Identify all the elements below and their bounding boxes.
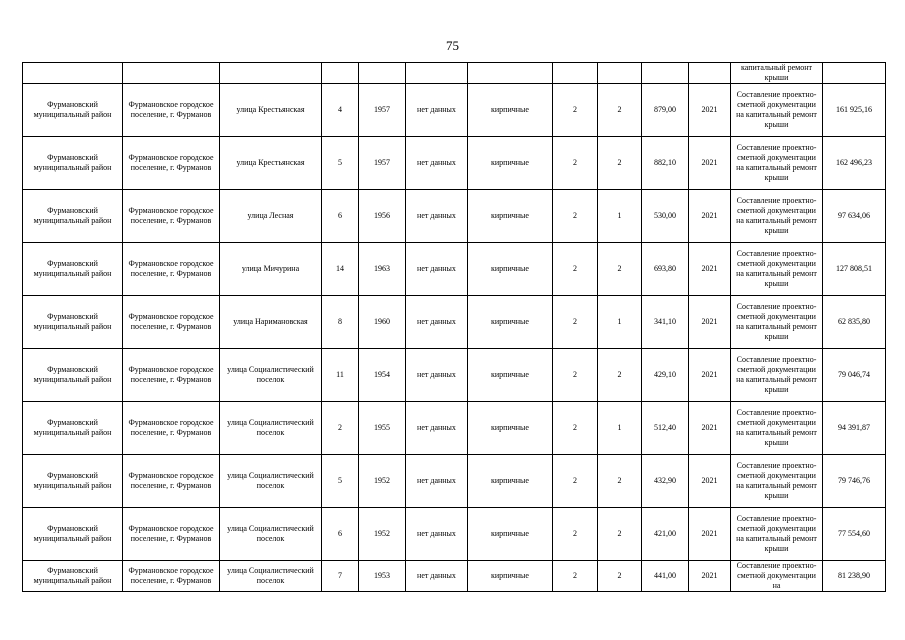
cell-year: 1953 <box>359 561 406 592</box>
cell-district: Фурмановский муниципальный район <box>23 243 123 296</box>
cell-plan-year: 2021 <box>689 349 731 402</box>
cell-material: кирпичные <box>468 84 553 137</box>
cell-street: улица Социалистический поселок <box>220 455 322 508</box>
cell-area: 421,00 <box>642 508 689 561</box>
cell-cost: 162 496,23 <box>823 137 886 190</box>
cell-material: кирпичные <box>468 402 553 455</box>
cell-year <box>359 63 406 84</box>
table-body <box>23 63 886 592</box>
cell-work: Составление проектно-сметной документации на капитальный ремонт крыши <box>731 508 823 561</box>
cell-settlement: Фурмановское городское поселение, г. Фурманов <box>123 137 220 190</box>
cell-material: кирпичные <box>468 296 553 349</box>
cell-street: улица Социалистический поселок <box>220 561 322 592</box>
cell-cost: 127 808,51 <box>823 243 886 296</box>
cell-street: улица Крестьянская <box>220 84 322 137</box>
cell-data: нет данных <box>406 190 468 243</box>
cell-street: улица Лесная <box>220 190 322 243</box>
cell-plan-year: 2021 <box>689 243 731 296</box>
cell-floors: 2 <box>553 190 598 243</box>
cell-cost: 62 835,80 <box>823 296 886 349</box>
cell-house: 14 <box>322 243 359 296</box>
cell-entrances: 2 <box>598 561 642 592</box>
table-row <box>23 561 886 592</box>
cell-data: нет данных <box>406 508 468 561</box>
cell-plan-year: 2021 <box>689 296 731 349</box>
cell-area: 429,10 <box>642 349 689 402</box>
cell-street: улица Социалистический поселок <box>220 508 322 561</box>
cell-entrances: 1 <box>598 402 642 455</box>
cell-area: 512,40 <box>642 402 689 455</box>
cell-work: Составление проектно-сметной документации на капитальный ремонт крыши <box>731 349 823 402</box>
cell-district: Фурмановский муниципальный район <box>23 561 123 592</box>
cell-floors <box>553 63 598 84</box>
cell-area: 882,10 <box>642 137 689 190</box>
table-row <box>23 137 886 190</box>
cell-plan-year: 2021 <box>689 455 731 508</box>
cell-area: 530,00 <box>642 190 689 243</box>
cell-district: Фурмановский муниципальный район <box>23 508 123 561</box>
cell-work: Составление проектно-сметной документации на капитальный ремонт крыши <box>731 137 823 190</box>
table-row <box>23 243 886 296</box>
cell-floors: 2 <box>553 84 598 137</box>
cell-floors: 2 <box>553 296 598 349</box>
cell-district: Фурмановский муниципальный район <box>23 190 123 243</box>
cell-work: Составление проектно-сметной документации на капитальный ремонт крыши <box>731 243 823 296</box>
cell-plan-year <box>689 63 731 84</box>
cell-entrances: 1 <box>598 296 642 349</box>
cell-data: нет данных <box>406 349 468 402</box>
cell-entrances: 2 <box>598 137 642 190</box>
cell-cost: 77 554,60 <box>823 508 886 561</box>
cell-material <box>468 63 553 84</box>
cell-data: нет данных <box>406 455 468 508</box>
cell-work: Составление проектно-сметной документации на капитальный ремонт крыши <box>731 455 823 508</box>
cell-cost: 94 391,87 <box>823 402 886 455</box>
cell-street: улица Наримановская <box>220 296 322 349</box>
cell-settlement: Фурмановское городское поселение, г. Фурманов <box>123 402 220 455</box>
table-row <box>23 84 886 137</box>
cell-settlement: Фурмановское городское поселение, г. Фурманов <box>123 84 220 137</box>
cell-cost: 81 238,90 <box>823 561 886 592</box>
cell-floors: 2 <box>553 243 598 296</box>
cell-work: Составление проектно-сметной документации на <box>731 561 823 592</box>
cell-area <box>642 63 689 84</box>
cell-year: 1960 <box>359 296 406 349</box>
cell-street <box>220 63 322 84</box>
cell-material: кирпичные <box>468 508 553 561</box>
cell-house: 7 <box>322 561 359 592</box>
cell-cost: 79 046,74 <box>823 349 886 402</box>
cell-district: Фурмановский муниципальный район <box>23 137 123 190</box>
table-row <box>23 402 886 455</box>
cell-floors: 2 <box>553 137 598 190</box>
cell-floors: 2 <box>553 349 598 402</box>
cell-material: кирпичные <box>468 243 553 296</box>
cell-year: 1957 <box>359 84 406 137</box>
cell-house: 11 <box>322 349 359 402</box>
cell-entrances: 2 <box>598 455 642 508</box>
cell-settlement: Фурмановское городское поселение, г. Фурманов <box>123 190 220 243</box>
cell-district: Фурмановский муниципальный район <box>23 296 123 349</box>
cell-street: улица Социалистический поселок <box>220 402 322 455</box>
cell-floors: 2 <box>553 402 598 455</box>
cell-plan-year: 2021 <box>689 402 731 455</box>
continuation-row <box>23 63 886 84</box>
table-row <box>23 349 886 402</box>
cell-data <box>406 63 468 84</box>
cell-data: нет данных <box>406 561 468 592</box>
cell-material: кирпичные <box>468 455 553 508</box>
cell-year: 1957 <box>359 137 406 190</box>
cell-street: улица Крестьянская <box>220 137 322 190</box>
cell-house <box>322 63 359 84</box>
cell-house: 6 <box>322 508 359 561</box>
cell-plan-year: 2021 <box>689 137 731 190</box>
cell-year: 1952 <box>359 508 406 561</box>
cell-work: Составление проектно-сметной документации на капитальный ремонт крыши <box>731 402 823 455</box>
cell-plan-year: 2021 <box>689 508 731 561</box>
cell-house: 5 <box>322 137 359 190</box>
cell-settlement: Фурмановское городское поселение, г. Фурманов <box>123 243 220 296</box>
cell-floors: 2 <box>553 561 598 592</box>
cell-settlement: Фурмановское городское поселение, г. Фурманов <box>123 455 220 508</box>
cell-floors: 2 <box>553 455 598 508</box>
cell-work: капитальный ремонт крыши <box>731 63 823 84</box>
cell-year: 1963 <box>359 243 406 296</box>
cell-district: Фурмановский муниципальный район <box>23 349 123 402</box>
cell-year: 1956 <box>359 190 406 243</box>
cell-work: Составление проектно-сметной документации на капитальный ремонт крыши <box>731 190 823 243</box>
cell-material: кирпичные <box>468 561 553 592</box>
cell-entrances: 1 <box>598 190 642 243</box>
cell-entrances: 2 <box>598 349 642 402</box>
cell-house: 6 <box>322 190 359 243</box>
cell-district: Фурмановский муниципальный район <box>23 402 123 455</box>
cell-data: нет данных <box>406 402 468 455</box>
cell-area: 879,00 <box>642 84 689 137</box>
cell-house: 4 <box>322 84 359 137</box>
cell-entrances: 2 <box>598 508 642 561</box>
cell-material: кирпичные <box>468 349 553 402</box>
repair-registry-table <box>22 62 886 592</box>
cell-entrances: 2 <box>598 243 642 296</box>
cell-area: 441,00 <box>642 561 689 592</box>
cell-data: нет данных <box>406 84 468 137</box>
cell-cost: 97 634,06 <box>823 190 886 243</box>
cell-cost <box>823 63 886 84</box>
cell-area: 693,80 <box>642 243 689 296</box>
cell-settlement: Фурмановское городское поселение, г. Фурманов <box>123 561 220 592</box>
cell-plan-year: 2021 <box>689 84 731 137</box>
cell-street: улица Социалистический поселок <box>220 349 322 402</box>
cell-district <box>23 63 123 84</box>
table-row <box>23 296 886 349</box>
cell-year: 1954 <box>359 349 406 402</box>
table-row <box>23 190 886 243</box>
cell-area: 432,90 <box>642 455 689 508</box>
cell-cost: 161 925,16 <box>823 84 886 137</box>
cell-year: 1952 <box>359 455 406 508</box>
cell-settlement: Фурмановское городское поселение, г. Фурманов <box>123 296 220 349</box>
page-number: 75 <box>446 38 459 53</box>
cell-entrances: 2 <box>598 84 642 137</box>
cell-settlement <box>123 63 220 84</box>
cell-district: Фурмановский муниципальный район <box>23 84 123 137</box>
cell-floors: 2 <box>553 508 598 561</box>
cell-entrances <box>598 63 642 84</box>
cell-data: нет данных <box>406 296 468 349</box>
cell-area: 341,10 <box>642 296 689 349</box>
cell-material: кирпичные <box>468 190 553 243</box>
table-row <box>23 508 886 561</box>
cell-cost: 79 746,76 <box>823 455 886 508</box>
cell-house: 8 <box>322 296 359 349</box>
cell-material: кирпичные <box>468 137 553 190</box>
cell-data: нет данных <box>406 137 468 190</box>
cell-work: Составление проектно-сметной документации на капитальный ремонт крыши <box>731 84 823 137</box>
cell-settlement: Фурмановское городское поселение, г. Фурманов <box>123 349 220 402</box>
cell-house: 2 <box>322 402 359 455</box>
cell-data: нет данных <box>406 243 468 296</box>
cell-settlement: Фурмановское городское поселение, г. Фурманов <box>123 508 220 561</box>
cell-street: улица Мичурина <box>220 243 322 296</box>
cell-district: Фурмановский муниципальный район <box>23 455 123 508</box>
cell-plan-year: 2021 <box>689 190 731 243</box>
cell-work: Составление проектно-сметной документации на капитальный ремонт крыши <box>731 296 823 349</box>
cell-plan-year: 2021 <box>689 561 731 592</box>
cell-year: 1955 <box>359 402 406 455</box>
table-row <box>23 455 886 508</box>
cell-house: 5 <box>322 455 359 508</box>
